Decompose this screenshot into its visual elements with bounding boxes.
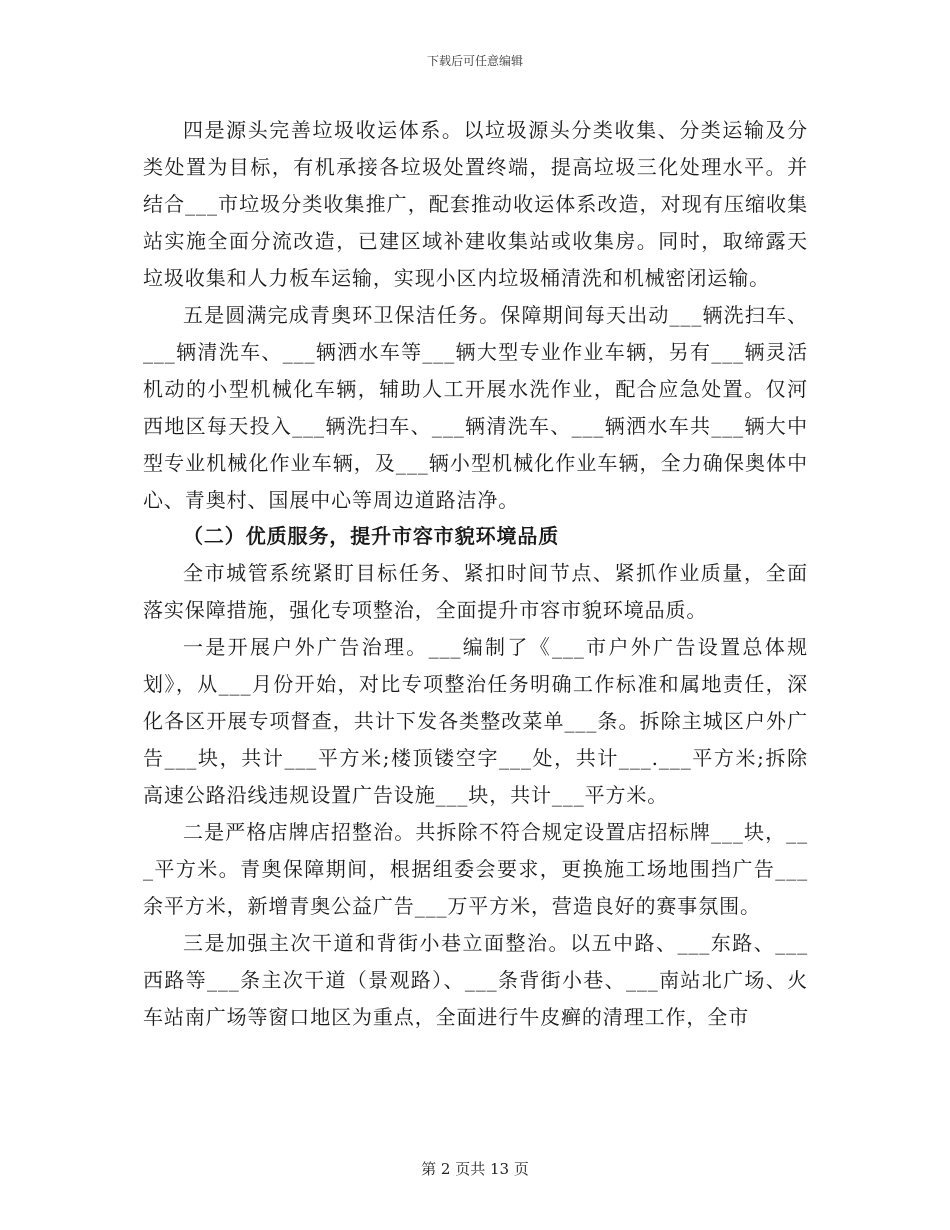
page-number: 第 2 页共 13 页 xyxy=(421,1160,529,1178)
paragraph-outdoor-advertising: 一是开展户外广告治理。___编制了《___市户外广告设置总体规划》，从___月份开始，对比专项整治任务明确工作标准和属地责任，深化各区开展专项督查，共计下发各类整改菜单___条。拆除主城区户外广告___块，共计___平方米;楼顶镂空字___处，共计___.___平方米;拆除高速公路沿线违规设置广告设施___块，共计___平方米。 xyxy=(143,635,808,808)
document-body xyxy=(143,112,808,1036)
section-heading-quality-service: （二）优质服务，提升市容市貌环境品质 xyxy=(183,524,560,549)
paragraph-city-management-overview: 全市城管系统紧盯目标任务、紧扣时间节点、紧抓作业质量，全面落实保障措施，强化专项整治，全面提升市容市貌环境品质。 xyxy=(143,561,808,623)
paragraph-youth-olympics-cleaning: 五是圆满完成青奥环卫保洁任务。保障期间每天出动___辆洗扫车、___辆清洗车、___辆洒水车等___辆大型专业作业车辆，另有___辆灵活机动的小型机械化车辆，辅助人工开展水洗作业，配合应急处置。仅河西地区每天投入___辆洗扫车、___辆清洗车、___辆洒水车共___辆大中型专业机械化作业车辆，及___辆小型机械化作业车辆，全力确保奥体中心、青奥村、国展中心等周边道路洁净。 xyxy=(143,302,808,512)
page-header-note: 下载后可任意编辑 xyxy=(426,54,523,68)
paragraph-facade-renovation: 三是加强主次干道和背街小巷立面整治。以五中路、___东路、___西路等___条主次干道（景观路）、___条背街小巷、___南站北广场、火车站南广场等窗口地区为重点，全面进行牛皮癣的清理工作，全市 xyxy=(143,930,808,1029)
paragraph-shop-signs: 二是严格店牌店招整治。共拆除不符合规定设置店招标牌___块，___平方米。青奥保障期间，根据组委会要求，更换施工场地围挡广告___余平方米，新增青奥公益广告___万平方米，营造良好的赛事氛围。 xyxy=(143,820,808,919)
paragraph-source-waste-collection: 四是源头完善垃圾收运体系。以垃圾源头分类收集、分类运输及分类处置为目标，有机承接各垃圾处置终端，提高垃圾三化处理水平。并结合___市垃圾分类收集推广，配套推动收运体系改造，对现有压缩收集站实施全面分流改造，已建区域补建收集站或收集房。同时，取缔露天垃圾收集和人力板车运输，实现小区内垃圾桶清洗和机械密闭运输。 xyxy=(143,118,808,290)
